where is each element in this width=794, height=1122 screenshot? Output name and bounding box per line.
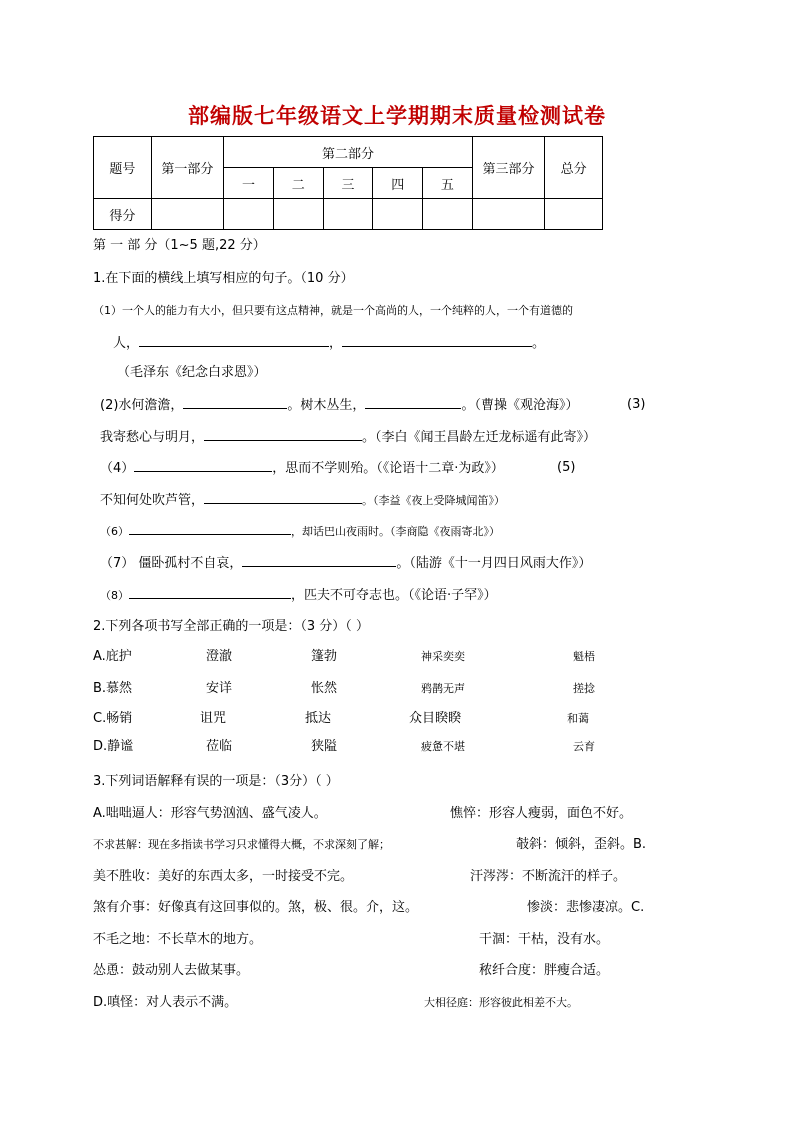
q1-s6-a: （6） <box>100 525 129 538</box>
q1-s2-b: 。树木丛生， <box>287 398 366 413</box>
q2-option-d-1: D.静谧 <box>93 739 134 754</box>
header-sub-4: 四 <box>373 168 423 199</box>
blank-line[interactable] <box>129 586 291 599</box>
q2-option-c-2: 诅咒 <box>200 711 227 726</box>
score-cell[interactable] <box>472 199 545 230</box>
q2-stem: 2.下列各项书写全部正确的一项是：（3 分）（ ） <box>93 619 369 634</box>
score-cell[interactable] <box>224 199 274 230</box>
header-sub-1: 一 <box>224 168 274 199</box>
blank-line[interactable] <box>139 334 329 347</box>
blank-line[interactable] <box>129 523 291 535</box>
q1-s1-line1: （1）一个人的能力有大小，但只要有这点精神，就是一个高尚的人，一个纯粹的人，一个有道德的 <box>93 304 573 317</box>
q3-l4-a: 煞有介事：好像真有这回事似的。煞，极、很。介，这。 <box>93 900 419 915</box>
q3-l1-b: 憔悴：形容人瘦弱，面色不好。 <box>450 806 633 821</box>
score-cell[interactable] <box>273 199 323 230</box>
q1-stem: 1.在下面的横线上填写相应的句子。（10 分） <box>93 271 354 286</box>
q3-l3-b: 汗涔涔：不断流汗的样子。 <box>470 869 627 884</box>
q2-option-a-3: 篷勃 <box>311 649 338 664</box>
q1-s1-source: （毛泽东《纪念白求恩》） <box>117 365 267 380</box>
q1-s3-b: 。（李白《闻王昌龄左迁龙标遥有此寄》） <box>362 430 597 445</box>
header-sub-2: 二 <box>273 168 323 199</box>
q2-option-c-5: 和蔼 <box>567 712 589 725</box>
q1-s7-b: 。（陆游《十一月四日风雨大作》） <box>396 556 592 571</box>
q1-s1-pre: 人， <box>113 336 140 351</box>
q2-option-b-4: 鸦鹊无声 <box>421 682 465 695</box>
q1-s8-a: （8） <box>100 589 129 602</box>
q1-s6 <box>100 523 500 541</box>
q3-l5-a: 不毛之地：不长草木的地方。 <box>93 932 263 947</box>
q2-option-b-2: 安详 <box>206 681 233 696</box>
header-part3: 第三部分 <box>472 137 545 199</box>
blank-line[interactable] <box>204 491 362 504</box>
q1-s5-num: (5) <box>557 460 576 475</box>
score-cell[interactable] <box>323 199 373 230</box>
q2-option-a-4: 神采奕奕 <box>421 650 465 663</box>
q1-s8-b: ，匹夫不可夺志也。（《论语·子罕》） <box>291 588 497 603</box>
q1-s2 <box>100 396 578 415</box>
q1-s5-a: 不知何处吹芦管， <box>100 493 205 508</box>
q2-option-b-1: B.慕然 <box>93 681 133 696</box>
q1-s7-a: （7） 僵卧孤村不自哀， <box>100 556 243 571</box>
q3-stem: 3.下列词语解释有误的一项是：（3分）（ ） <box>93 774 339 789</box>
q1-s7 <box>100 554 591 573</box>
q2-option-d-3: 狭隘 <box>311 739 338 754</box>
q1-s8 <box>100 586 497 605</box>
score-cell[interactable] <box>151 199 224 230</box>
q1-s2-c: 。（曹操《观沧海》） <box>461 398 579 413</box>
q1-s4-a: （4） <box>100 461 135 476</box>
q1-s2-a: (2)水何澹澹， <box>100 398 184 413</box>
q2-option-c-1: C.畅销 <box>93 711 133 726</box>
q3-l1-a: A.咄咄逼人：形容气势汹汹、盛气凌人。 <box>93 806 327 821</box>
q2-option-a-2: 澄澈 <box>206 649 233 664</box>
q1-s3-num: (3) <box>627 397 646 412</box>
q1-s5-b: 。（李益《夜上受降城闻笛》） <box>362 494 506 507</box>
header-tihao: 题号 <box>94 137 152 199</box>
q2-option-b-3: 怅然 <box>311 681 338 696</box>
q3-l2-b: 攲斜：倾斜，歪斜。B. <box>516 837 647 852</box>
blank-line[interactable] <box>134 459 272 472</box>
blank-line[interactable] <box>204 428 362 441</box>
q1-s3-a: 我寄愁心与明月， <box>100 430 205 445</box>
blank-line[interactable] <box>365 396 461 409</box>
section1-heading: 第 一 部 分（1~5 题,22 分） <box>93 238 266 253</box>
q2-option-c-3: 抵达 <box>305 711 332 726</box>
page-title: 部编版七年级语文上学期期末质量检测试卷 <box>188 103 606 128</box>
q2-option-d-5: 云育 <box>573 740 595 753</box>
score-table <box>93 136 603 230</box>
q3-l6-b: 秾纤合度：胖瘦合适。 <box>479 963 610 978</box>
q2-option-d-2: 莅临 <box>206 739 233 754</box>
score-cell[interactable] <box>373 199 423 230</box>
q2-option-d-4: 疲惫不堪 <box>421 740 465 753</box>
label-defen: 得分 <box>94 199 152 230</box>
score-cell[interactable] <box>423 199 473 230</box>
q1-s4 <box>100 459 504 478</box>
q2-option-c-4: 众目睽睽 <box>409 711 462 726</box>
blank-line[interactable] <box>342 334 532 347</box>
q1-s1-line2 <box>113 334 545 353</box>
blank-line[interactable] <box>242 554 396 567</box>
q2-option-b-5: 搓捻 <box>573 682 595 695</box>
blank-line[interactable] <box>183 396 287 409</box>
q3-l6-a: 怂恿：鼓动别人去做某事。 <box>93 963 250 978</box>
q3-l4-b: 惨淡：悲惨凄凉。C. <box>527 900 645 915</box>
header-sub-5: 五 <box>423 168 473 199</box>
q1-s5 <box>100 491 505 510</box>
q3-l7-a: D.嗔怪：对人表示不满。 <box>93 995 238 1010</box>
header-total: 总分 <box>545 137 603 199</box>
q3-l2-a: 不求甚解：现在多指读书学习只求懂得大概，不求深刻了解； <box>93 838 390 851</box>
q1-s1-end: 。 <box>532 336 546 351</box>
header-part2: 第二部分 <box>224 137 473 168</box>
q3-l3-a: 美不胜收：美好的东西太多，一时接受不完。 <box>93 869 354 884</box>
header-part1: 第一部分 <box>151 137 224 199</box>
q2-option-a-5: 魁梧 <box>573 650 595 663</box>
q1-s1-mid: ， <box>329 336 343 351</box>
header-sub-3: 三 <box>323 168 373 199</box>
q3-l5-b: 干涸：干枯，没有水。 <box>479 932 610 947</box>
score-cell[interactable] <box>545 199 603 230</box>
q1-s3 <box>100 428 596 447</box>
q1-s4-b: ，思而不学则殆。（《论语十二章·为政》） <box>272 461 504 476</box>
q2-option-a-1: A.庇护 <box>93 649 132 664</box>
q3-l7-b: 大相径庭：形容彼此相差不大。 <box>424 996 578 1009</box>
q1-s6-b: ，却话巴山夜雨时。（李商隐《夜雨寄北》） <box>291 525 500 538</box>
